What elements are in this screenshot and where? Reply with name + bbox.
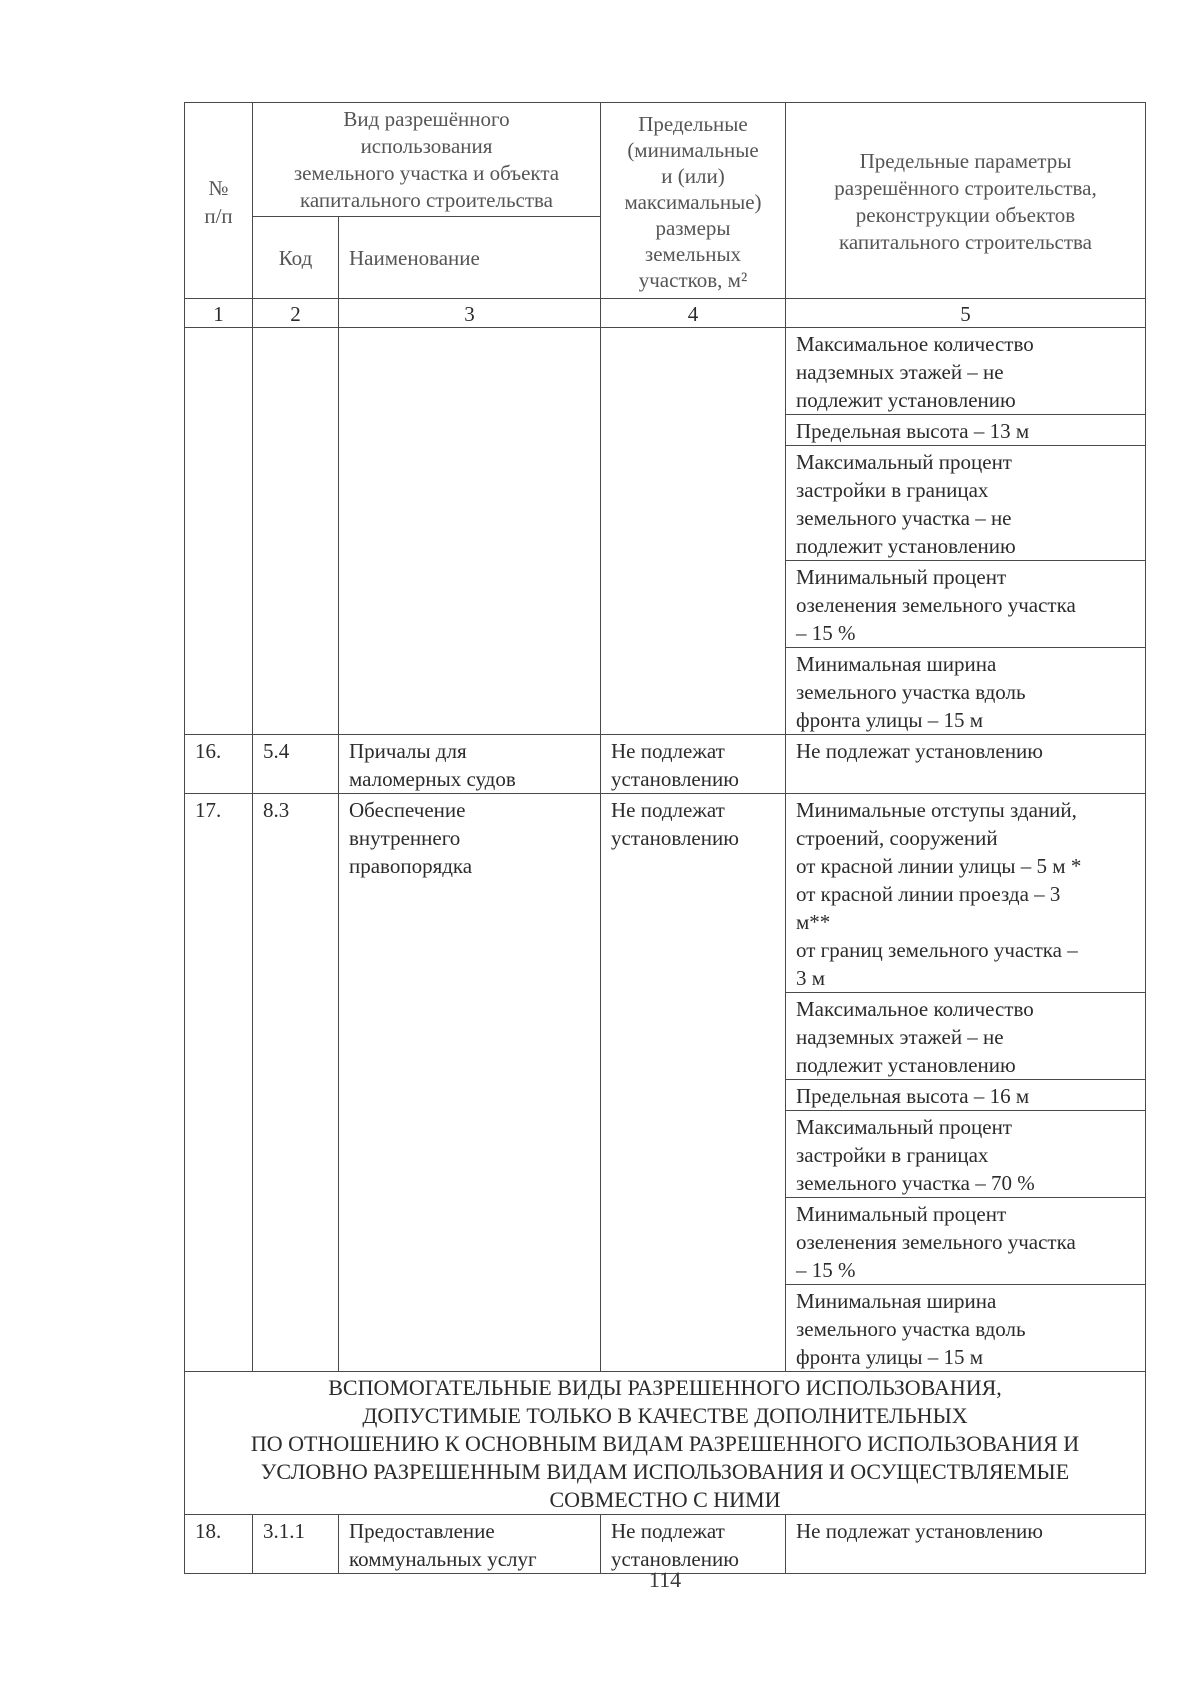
row-size: Не подлежат установлению [601, 735, 786, 794]
row-param: Не подлежат установлению [786, 735, 1146, 794]
param-max-height: Предельная высота – 13 м [786, 415, 1146, 446]
row-code: 5.4 [253, 735, 339, 794]
column-number: 4 [601, 299, 786, 328]
header-parameters: Предельные параметры разрешённого строительства, реконструкции объектов капитального строительства [786, 103, 1146, 299]
land-use-table [184, 102, 1146, 1574]
row-name: Предоставление коммунальных услуг [339, 1515, 601, 1574]
header-use-type: Вид разрешённого использования земельного участка и объекта капитального строительства [253, 103, 601, 217]
header-plot-sizes: Предельные (минимальные и (или) максимальные) размеры земельных участков, м² [601, 103, 786, 299]
continuation-empty-name [339, 328, 601, 735]
column-number: 1 [185, 299, 253, 328]
continuation-empty-size [601, 328, 786, 735]
param-min-greening: Минимальный процент озеленения земельного участка – 15 % [786, 1198, 1146, 1285]
param-min-width: Минимальная ширина земельного участка вдоль фронта улицы – 15 м [786, 648, 1146, 735]
param-max-floors: Максимальное количество надземных этажей – не подлежит установлению [786, 993, 1146, 1080]
row-code: 3.1.1 [253, 1515, 339, 1574]
header-name: Наименование [339, 216, 601, 298]
param-min-setbacks: Минимальные отступы зданий, строений, сооружений от красной линии улицы – 5 м * от красной линии проезда – 3 м** от границ земельного участка – 3 м [786, 794, 1146, 993]
column-number: 5 [786, 299, 1146, 328]
row-number: 16. [185, 735, 253, 794]
row-size: Не подлежат установлению [601, 1515, 786, 1574]
row-param: Не подлежат установлению [786, 1515, 1146, 1574]
row-code: 8.3 [253, 794, 339, 1372]
row-name: Обеспечение внутреннего правопорядка [339, 794, 601, 1372]
table-row-17 [185, 794, 1146, 993]
column-number: 2 [253, 299, 339, 328]
row-size: Не подлежат установлению [601, 794, 786, 1372]
param-max-coverage: Максимальный процент застройки в границах земельного участка – 70 % [786, 1111, 1146, 1198]
param-min-greening: Минимальный процент озеленения земельного участка – 15 % [786, 561, 1146, 648]
header-code: Код [253, 216, 339, 298]
param-max-coverage: Максимальный процент застройки в границах земельного участка – не подлежит установлению [786, 446, 1146, 561]
column-numbers-row [185, 299, 1146, 328]
header-number: № п/п [185, 103, 253, 299]
page-number: 114 [648, 1567, 682, 1592]
continuation-empty-code [253, 328, 339, 735]
row-number: 18. [185, 1515, 253, 1574]
param-min-width: Минимальная ширина земельного участка вдоль фронта улицы – 15 м [786, 1285, 1146, 1372]
section-heading-row [185, 1372, 1146, 1515]
section-heading: ВСПОМОГАТЕЛЬНЫЕ ВИДЫ РАЗРЕШЕННОГО ИСПОЛЬЗОВАНИЯ, ДОПУСТИМЫЕ ТОЛЬКО В КАЧЕСТВЕ ДОПОЛНИТЕЛЬНЫХ ПО ОТНОШЕНИЮ К ОСНОВНЫМ ВИДАМ РАЗРЕШЕННОГО ИСПОЛЬЗОВАНИЯ И УСЛОВНО РАЗРЕШЕННЫМ ВИДАМ ИСПОЛЬЗОВАНИЯ И ОСУЩЕСТВЛЯЕМЫЕ СОВМЕСТНО С НИМИ [185, 1372, 1146, 1515]
header-row-1 [185, 103, 1146, 217]
param-max-height: Предельная высота – 16 м [786, 1080, 1146, 1111]
continuation-empty-num [185, 328, 253, 735]
param-max-floors: Максимальное количество надземных этажей – не подлежит установлению [786, 328, 1146, 415]
row-number: 17. [185, 794, 253, 1372]
continuation-row [185, 328, 1146, 415]
row-name: Причалы для маломерных судов [339, 735, 601, 794]
table-row-16 [185, 735, 1146, 794]
column-number: 3 [339, 299, 601, 328]
table-row-18 [185, 1515, 1146, 1574]
